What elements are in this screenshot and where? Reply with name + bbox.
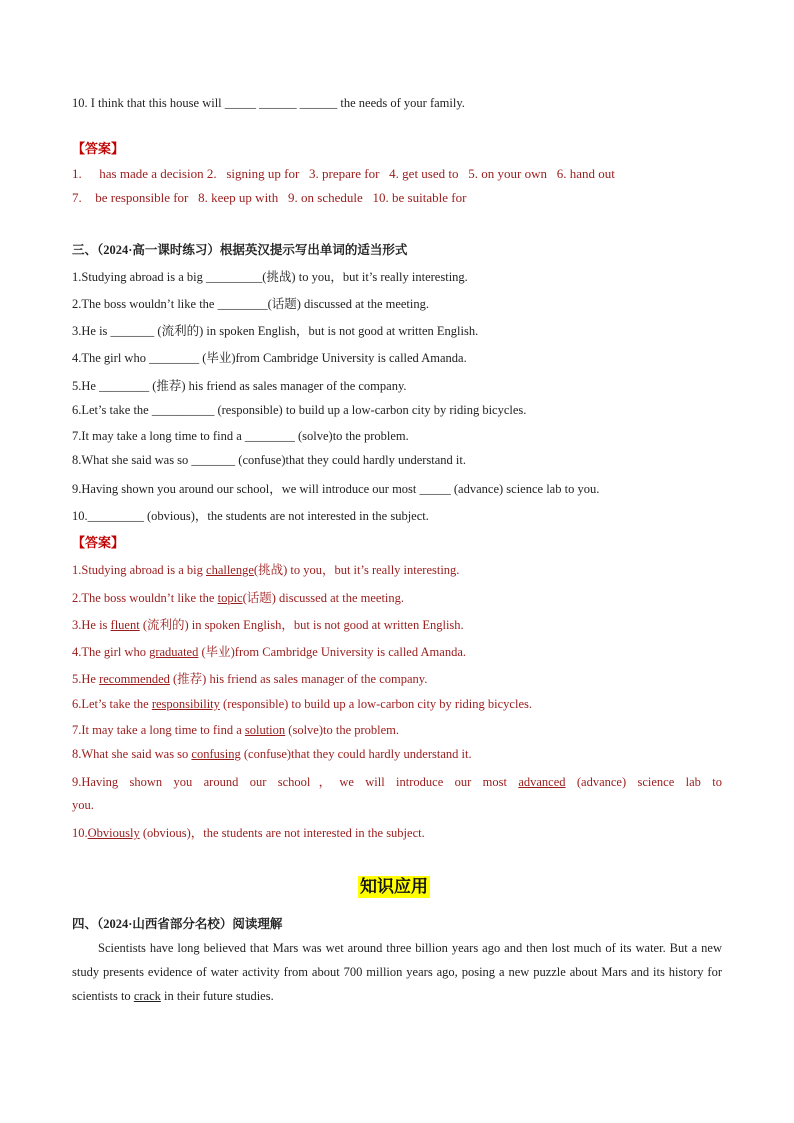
question-10: 10._________ (obvious)，the students are not interested in the subject. [72, 509, 429, 523]
answer-post: (solve)to the problem. [285, 723, 400, 737]
answer-pre: 8.What she said was so [72, 747, 192, 761]
answer-word: topic [217, 591, 243, 605]
answer-post: (obvious)，the students are not interested in the subject. [139, 826, 425, 840]
answer-word: Obviously [87, 826, 140, 840]
question-5: 5.He ________ (推荐) his friend as sales manager of the company. [72, 379, 407, 393]
answer-pre: 2.The boss wouldn’t like the [72, 591, 218, 605]
answers-top-line1 [72, 166, 615, 182]
question-7: 7.It may take a long time to find a ________ (solve)to the problem. [72, 429, 409, 443]
answer-pre: 1.Studying abroad is a big [72, 563, 207, 577]
answer-item: 6. hand out [556, 166, 615, 181]
answer-word: confusing [191, 747, 241, 761]
answer-item: 10. be suitable for [372, 190, 467, 205]
answer-pre: 9.Having shown you around our school，we will introduce our most [72, 775, 519, 789]
answer-item: 3. prepare for [309, 166, 380, 181]
answer-pre: 4.The girl who [72, 645, 150, 659]
answer-item: 9. on schedule [288, 190, 363, 205]
answer-3 [72, 615, 464, 633]
answer-item: be responsible for [95, 190, 189, 205]
answer-post: (话题) discussed at the meeting. [242, 591, 405, 605]
answer-10 [72, 823, 425, 841]
answer-word: responsibility [151, 697, 220, 711]
answer-num: 1. [72, 166, 82, 181]
answer-6 [72, 697, 532, 712]
answer-post: (毕业)from Cambridge University is called Amanda. [198, 645, 467, 659]
answer-word: challenge [206, 563, 254, 577]
paragraph-underlined-word: crack [133, 989, 161, 1003]
answer-post: (推荐) his friend as sales manager of the company. [169, 672, 428, 686]
answer-9 [72, 772, 722, 790]
question-8: 8.What she said was so _______ (confuse)that they could hardly understand it. [72, 453, 467, 467]
question-4: 4.The girl who ________ (毕业)from Cambridge University is called Amanda. [72, 351, 467, 365]
section3-title: 三、（2024·高一课时练习）根据英汉提示写出单词的适当形式 [72, 243, 408, 257]
answer-9-cont: you. [72, 798, 94, 812]
section-banner: 知识应用 [360, 877, 428, 897]
answer-num: 7. [72, 190, 82, 205]
answers-top-line2 [72, 190, 466, 206]
answer-item: signing up for [226, 166, 300, 181]
answer-pre: 5.He [72, 672, 100, 686]
reading-paragraph [72, 936, 722, 1008]
answer-pre: 10. [72, 826, 88, 840]
answer-post: (流利的) in spoken English，but is not good at written English. [139, 618, 464, 632]
answer-8 [72, 747, 472, 762]
paragraph-text: Scientists have long believed that Mars was wet around three billion years ago and then lost much of its water. But a new study presents evidence of water activity from about 700 million years ago, posing a new puzzle about Mars and its history for scientists to [72, 941, 722, 1003]
answer-4 [72, 642, 466, 660]
answer-5 [72, 669, 427, 687]
answer-label-top: 【答案】 [72, 141, 125, 156]
question-3: 3.He is _______ (流利的) in spoken English，but is not good at written English. [72, 324, 479, 338]
answer-1 [72, 560, 459, 578]
answer-label-section3: 【答案】 [72, 535, 125, 550]
answer-word: advanced [518, 775, 566, 789]
question-9: 9.Having shown you around our school，we will introduce our most _____ (advance) science lab to you. [72, 482, 600, 496]
answer-pre: 6.Let’s take the [72, 697, 152, 711]
answer-post: (挑战) to you，but it’s really interesting. [253, 563, 460, 577]
question-6: 6.Let’s take the __________ (responsible) to build up a low-carbon city by riding bicycles. [72, 403, 527, 417]
answer-item: 4. get used to [389, 166, 459, 181]
answer-post: (responsible) to build up a low-carbon city by riding bicycles. [219, 697, 532, 711]
answer-2 [72, 588, 404, 606]
answer-word: graduated [149, 645, 199, 659]
answer-item: 8. keep up with [198, 190, 279, 205]
answer-word: fluent [110, 618, 140, 632]
answer-item: has made a decision 2. [99, 166, 217, 181]
section4-title: 四、（2024·山西省部分名校）阅读理解 [72, 917, 283, 931]
answer-word: solution [244, 723, 286, 737]
answer-pre: 3.He is [72, 618, 111, 632]
paragraph-text-end: in their future studies. [160, 989, 274, 1003]
answer-7 [72, 723, 399, 738]
answer-word: recommended [99, 672, 170, 686]
answer-post: (confuse)that they could hardly understand it. [240, 747, 472, 761]
answer-post: (advance) science lab to [565, 775, 722, 789]
answer-item: 5. on your own [468, 166, 547, 181]
prev-question-10: 10. I think that this house will _____ ______ ______ the needs of your family. [72, 96, 465, 110]
question-1: 1.Studying abroad is a big _________(挑战) to you，but it’s really interesting. [72, 270, 468, 284]
question-2: 2.The boss wouldn’t like the ________(话题) discussed at the meeting. [72, 297, 430, 311]
answer-pre: 7.It may take a long time to find a [72, 723, 245, 737]
